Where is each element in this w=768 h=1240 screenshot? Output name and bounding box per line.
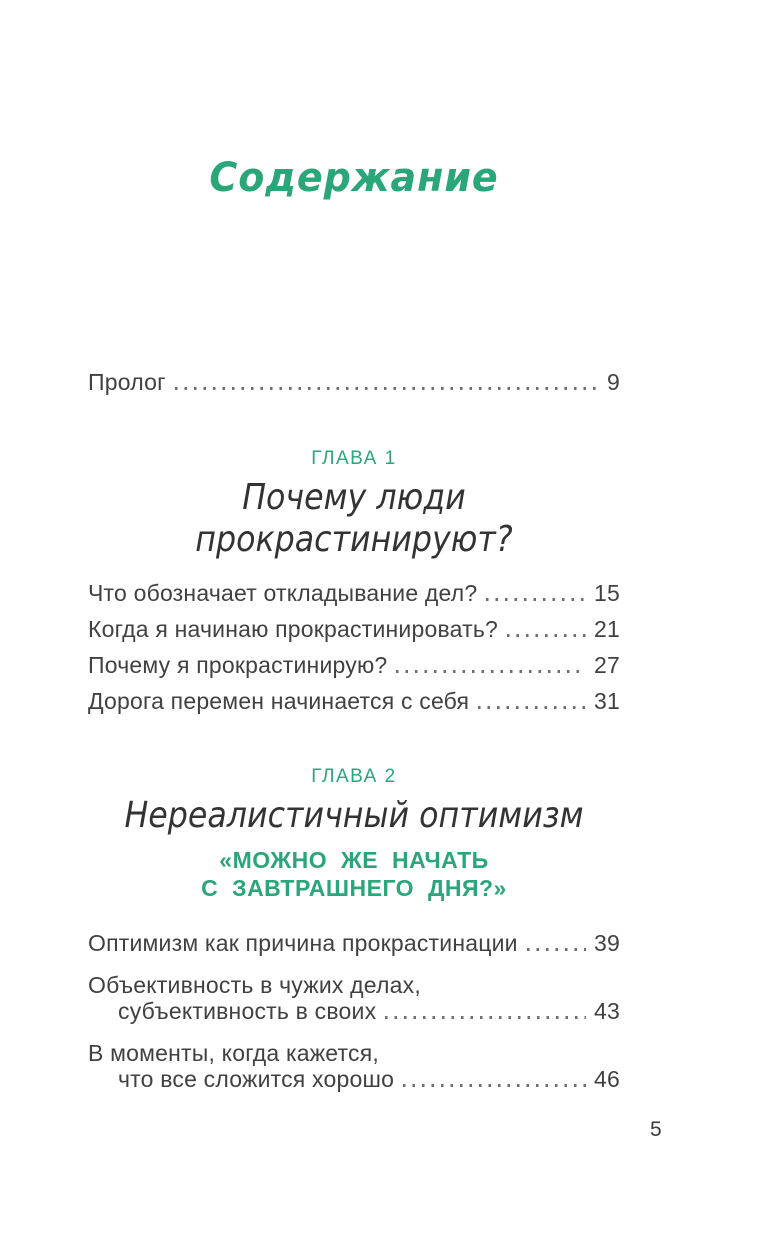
- toc-entry-page: 46: [594, 1066, 620, 1092]
- chapter-1-title-line-2: прокрастинируют?: [195, 519, 513, 560]
- chapter-2-subtitle: [88, 846, 620, 902]
- toc-entry-prolog[interactable]: [88, 369, 620, 395]
- dot-leader: [396, 670, 586, 673]
- dot-leader: [175, 387, 599, 390]
- dot-leader: [403, 1084, 586, 1087]
- toc-entry-label: Пролог: [88, 369, 166, 395]
- dot-leader: [507, 634, 586, 637]
- chapter-2-kicker: ГЛАВА 2: [311, 766, 397, 787]
- toc-entry[interactable]: [88, 930, 620, 956]
- chapter-2-subtitle-line-2: С ЗАВТРАШНЕГО ДНЯ?»: [201, 875, 507, 901]
- chapter-2-heading: [88, 766, 620, 902]
- contents-title: Содержание: [209, 154, 499, 201]
- toc-entry[interactable]: [88, 580, 620, 606]
- toc-entry-label: Когда я начинаю прокрастинировать?: [88, 616, 498, 642]
- dot-leader: [478, 706, 586, 709]
- chapter-2-entries: [88, 930, 620, 1108]
- chapter-1-title: [120, 477, 588, 561]
- chapter-2-title: Нереалистичный оптимизм: [124, 795, 584, 836]
- chapter-1-kicker: ГЛАВА 1: [311, 448, 397, 469]
- toc-entry-label: Почему я прокрастинирую?: [88, 652, 388, 678]
- toc-entry-label: Что обозначает откладывание дел?: [88, 580, 478, 606]
- toc-entry-page: 9: [607, 369, 620, 395]
- toc-entry-page: 21: [594, 616, 620, 642]
- chapter-2-subtitle-line-1: «МОЖНО ЖЕ НАЧАТЬ: [219, 847, 489, 873]
- toc-entry-label: Оптимизм как причина прокрастинации: [88, 930, 518, 956]
- toc-entry-label-line-1: В моменты, когда кажется,: [88, 1040, 379, 1066]
- toc-entry[interactable]: [88, 1040, 620, 1092]
- page-number: 5: [650, 1118, 662, 1141]
- chapter-1-entries: [88, 580, 620, 724]
- dot-leader: [486, 598, 586, 601]
- toc-entry-page: 39: [594, 930, 620, 956]
- chapter-1-heading: [88, 448, 620, 561]
- toc-entry-label-line-2: что все сложится хорошо: [118, 1066, 395, 1092]
- toc-entry[interactable]: [88, 616, 620, 642]
- toc-entry-label-line-1: Объективность в чужих делах,: [88, 972, 421, 998]
- toc-entry[interactable]: [88, 652, 620, 678]
- toc-entry-page: 43: [594, 998, 620, 1024]
- toc-entry-label-line-2: субъективность в своих: [118, 998, 377, 1024]
- toc-entry[interactable]: [88, 972, 620, 1024]
- toc-entry-page: 27: [594, 652, 620, 678]
- toc-entry-label: Дорога перемен начинается с себя: [88, 688, 470, 714]
- dot-leader: [527, 948, 586, 951]
- toc-entry-page: 15: [594, 580, 620, 606]
- toc-entry[interactable]: [88, 688, 620, 714]
- chapter-1-title-line-1: Почему люди: [242, 477, 466, 518]
- toc-entry-page: 31: [594, 688, 620, 714]
- dot-leader: [385, 1016, 586, 1019]
